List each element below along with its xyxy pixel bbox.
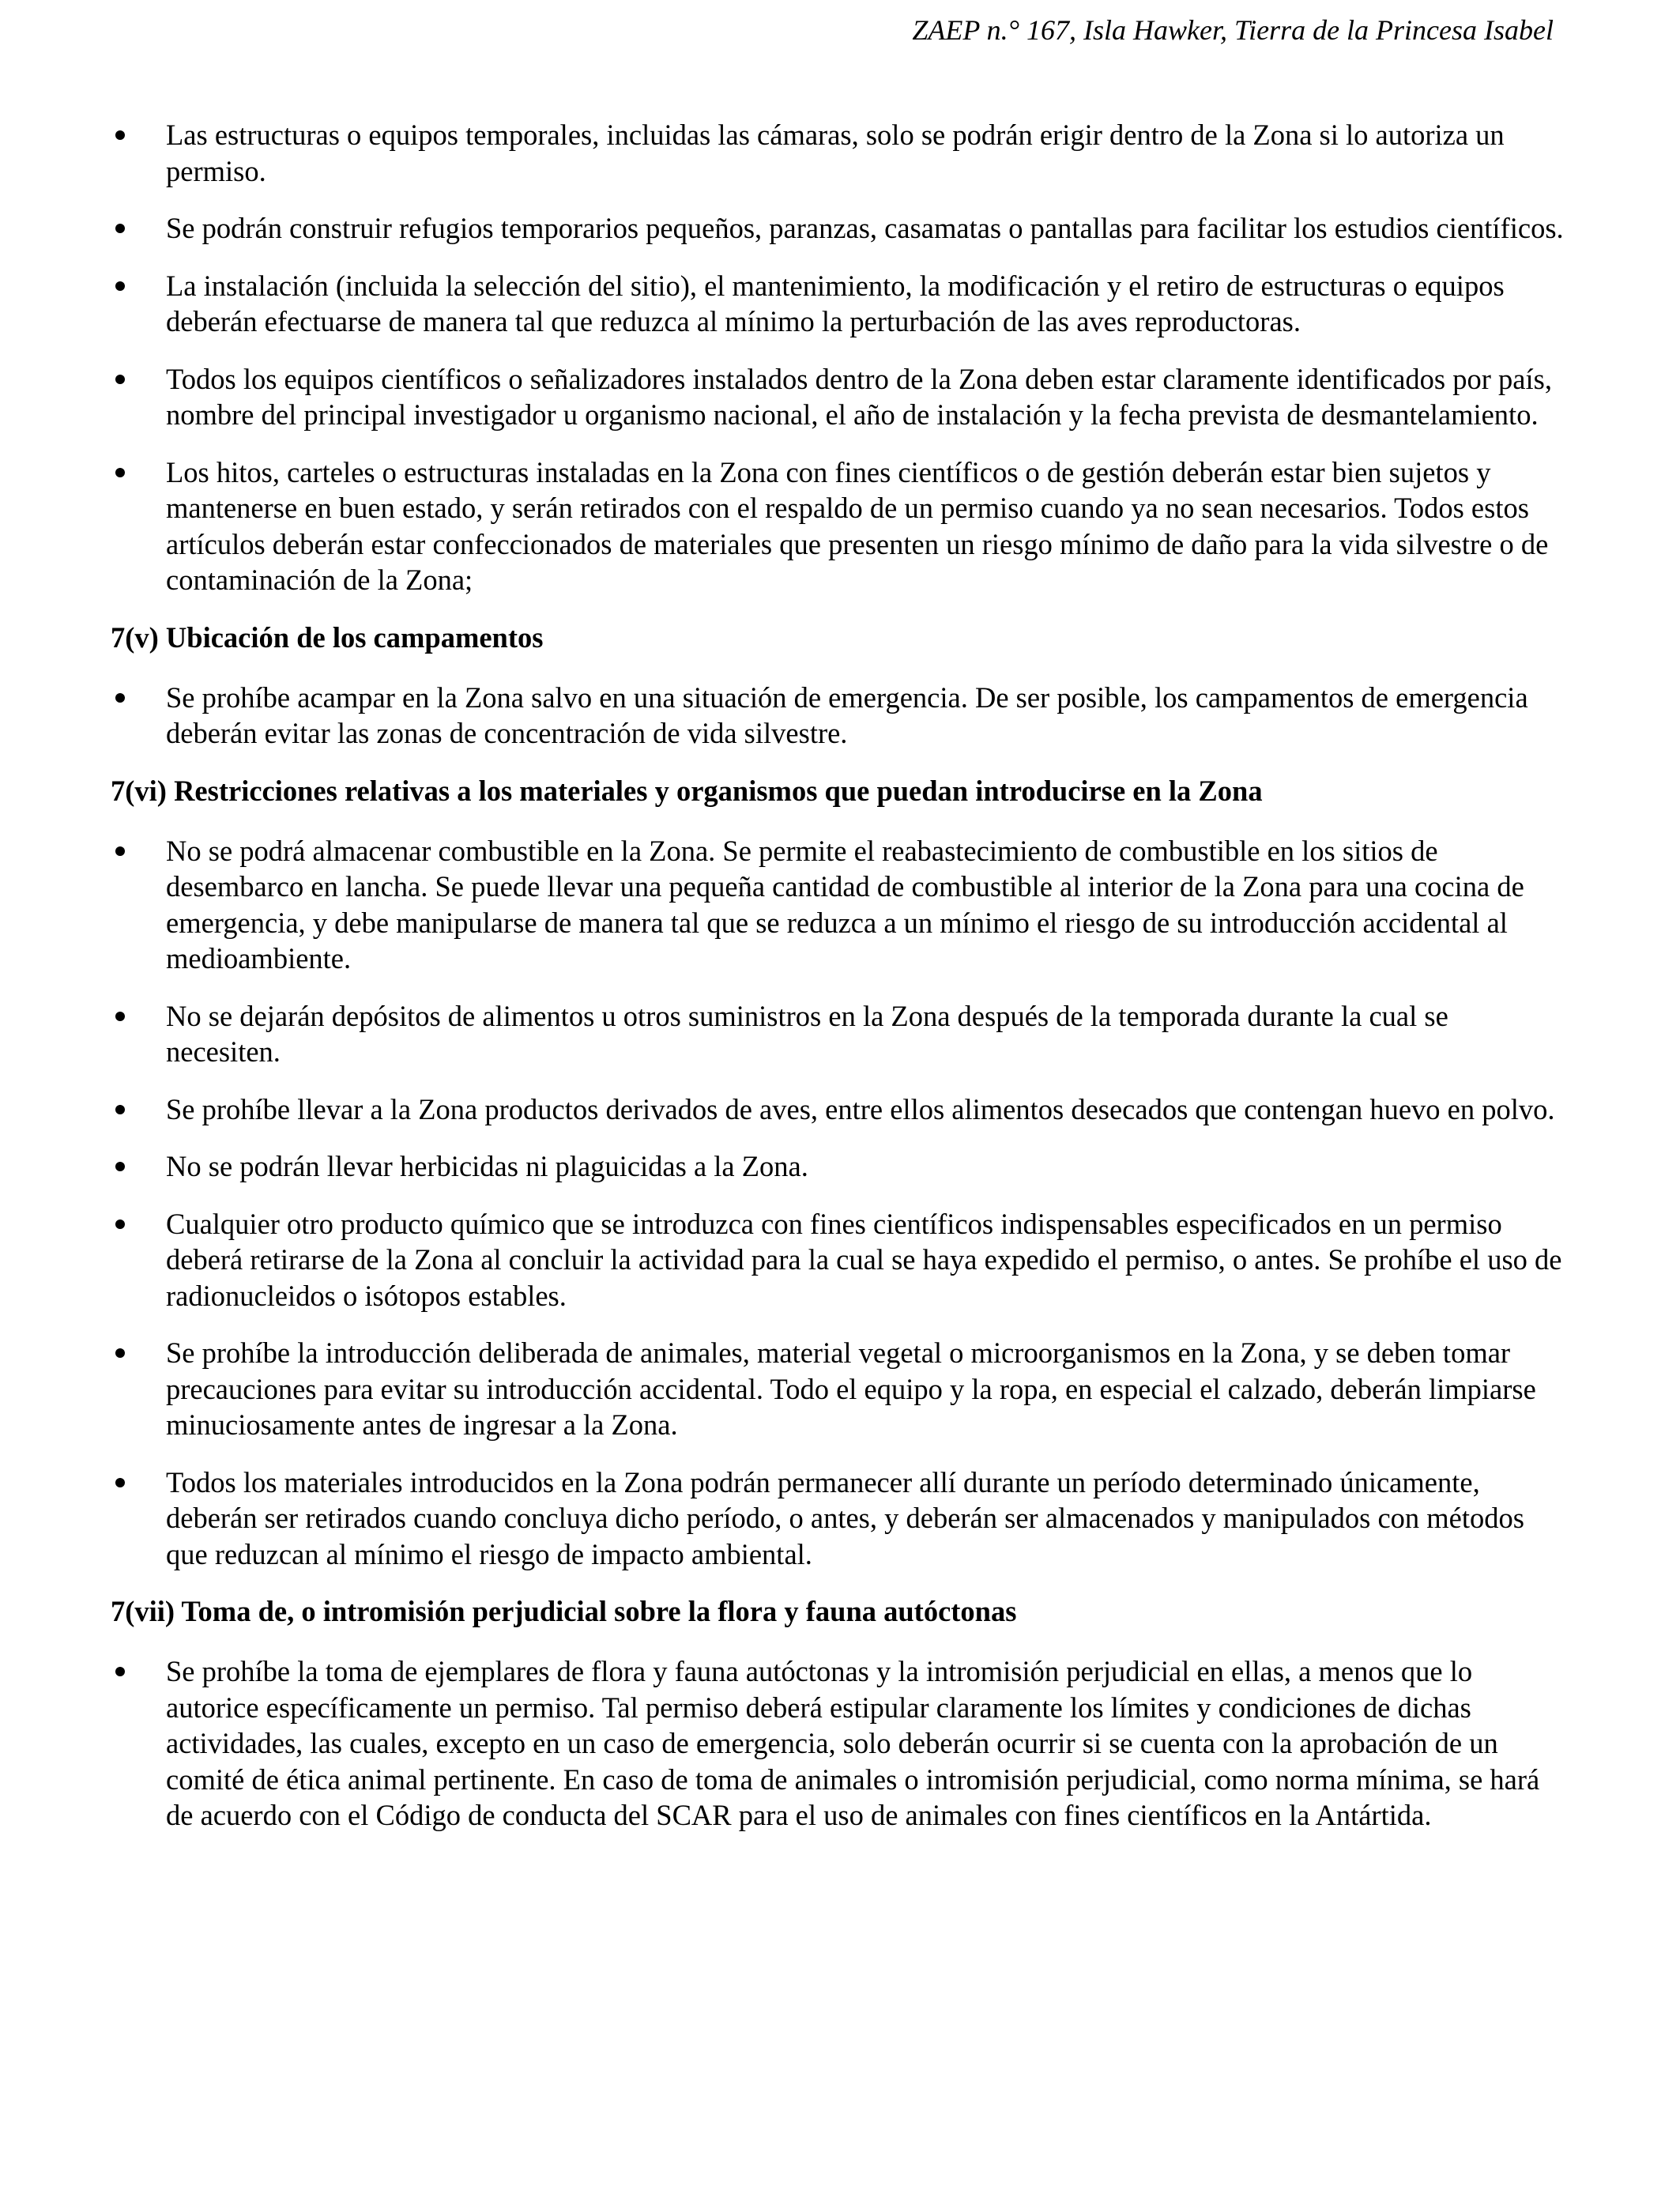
bullet-list [111, 1653, 1565, 1834]
bullet-icon [115, 693, 125, 703]
bullet-icon [115, 1348, 125, 1358]
bullet-icon [115, 375, 125, 384]
list-item-text: No se podrá almacenar combustible en la Zona. Se permite el reabastecimiento de combustible en los sitios de desembarco en lancha. Se puede llevar una pequeña cantidad de combustible al interior de la Zona para una cocina de emergencia, y debe manipularse de manera tal que se reduzca a un mínimo el riesgo de su introducción accidental al medioambiente. [166, 834, 1524, 974]
list-item [111, 210, 1565, 247]
bullet-icon [115, 1105, 125, 1114]
list-item [111, 454, 1565, 598]
list-item-text: Se prohíbe llevar a la Zona productos derivados de aves, entre ellos alimentos desecados que contengan huevo en polvo. [166, 1092, 1555, 1125]
list-item-text: Se prohíbe la introducción deliberada de animales, material vegetal o microorganismos en la Zona, y se deben tomar precauciones para evitar su introducción accidental. Todo el equipo y la ropa, en especial el calzado, deberán limpiarse minuciosamente antes de ingresar a la Zona. [166, 1336, 1536, 1441]
list-item-text: Todos los equipos científicos o señalizadores instalados dentro de la Zona deben estar claramente identificados por país, nombre del principal investigador u organismo nacional, el año de instalación y la fecha prevista de desmantelamiento. [166, 362, 1552, 431]
list-item [111, 268, 1565, 340]
list-item-text: La instalación (incluida la selección del sitio), el mantenimiento, la modificación y el retiro de estructuras o equipos deberán efectuarse de manera tal que reduzca al mínimo la perturbación de las aves reproductoras. [166, 269, 1505, 337]
section-campamentos [111, 620, 1565, 752]
bullet-icon [115, 1667, 125, 1676]
section-materiales [111, 773, 1565, 1573]
list-item [111, 1206, 1565, 1314]
list-item-text: Se prohíbe la toma de ejemplares de flora y fauna autóctonas y la intromisión perjudicial en ellas, a menos que lo autorice específicamente un permiso. Tal permiso deberá estipular claramente los límites y condiciones de dichas actividades, las cuales, excepto en un caso de emergencia, solo deberán ocurrir si se cuenta con la aprobación de un comité de ética animal pertinente. En caso de toma de animales o intromisión perjudicial, como norma mínima, se hará de acuerdo con el Código de conducta del SCAR para el uso de animales con fines científicos en la Antártida. [166, 1655, 1540, 1831]
list-item [111, 833, 1565, 977]
bullet-icon [115, 1220, 125, 1229]
bullet-list [111, 680, 1565, 752]
section-heading: 7(vi) Restricciones relativas a los materiales y organismos que puedan introducirse en la Zona [111, 774, 1263, 807]
bullet-icon [115, 468, 125, 477]
list-item [111, 1148, 1565, 1185]
list-item-text: Todos los materiales introducidos en la Zona podrán permanecer allí durante un período determinado únicamente, deberán ser retirados cuando concluya dicho período, o antes, y deberán ser almacenados y manipulados con métodos que reduzcan al mínimo el riesgo de impacto ambiental. [166, 1465, 1524, 1570]
bullet-list [111, 833, 1565, 1573]
list-item-text: Se prohíbe acampar en la Zona salvo en una situación de emergencia. De ser posible, los campamentos de emergencia deberán evitar las zonas de concentración de vida silvestre. [166, 680, 1528, 749]
list-item [111, 1091, 1565, 1128]
list-item-text: Las estructuras o equipos temporales, incluidas las cámaras, solo se podrán erigir dentro de la Zona si lo autoriza un permiso. [166, 119, 1505, 187]
section-flora-fauna [111, 1593, 1565, 1834]
bullet-icon [115, 1162, 125, 1171]
bullet-icon [115, 1478, 125, 1487]
bullet-list [111, 117, 1565, 598]
bullet-icon [115, 224, 125, 233]
bullet-icon [115, 130, 125, 140]
page-content [111, 117, 1565, 1855]
section-heading: 7(v) Ubicación de los campamentos [111, 620, 544, 654]
list-item [111, 1465, 1565, 1573]
list-item [111, 117, 1565, 189]
bullet-icon [115, 281, 125, 291]
list-item-text: Cualquier otro producto químico que se introduzca con fines científicos indispensables especificados en un permiso deberá retirarse de la Zona al concluir la actividad para la cual se haya expedido el permiso, o antes. Se prohíbe el uso de radionucleidos o isótopos estables. [166, 1207, 1562, 1312]
list-item [111, 680, 1565, 752]
section-heading: 7(vii) Toma de, o intromisión perjudicial sobre la flora y fauna autóctonas [111, 1595, 1017, 1627]
bullet-icon [115, 846, 125, 856]
section-structures [111, 117, 1565, 598]
list-item-text: Los hitos, carteles o estructuras instaladas en la Zona con fines científicos o de gestión deberán estar bien sujetos y mantenerse en buen estado, y serán retirados con el respaldo de un permiso cuando ya no sean necesarios. Todos estos artículos deberán estar confeccionados de materiales que presenten un riesgo mínimo de daño para la vida silvestre o de contaminación de la Zona; [166, 455, 1549, 596]
bullet-icon [115, 1012, 125, 1021]
list-item-text: No se podrán llevar herbicidas ni plaguicidas a la Zona. [166, 1150, 808, 1182]
list-item [111, 1653, 1565, 1834]
list-item-text: No se dejarán depósitos de alimentos u otros suministros en la Zona después de la temporada durante la cual se necesiten. [166, 999, 1448, 1068]
list-item-text: Se podrán construir refugios temporarios pequeños, paranzas, casamatas o pantallas para facilitar los estudios científicos. [166, 212, 1564, 244]
list-item [111, 361, 1565, 433]
running-header: ZAEP n.° 167, Isla Hawker, Tierra de la Princesa Isabel [912, 14, 1554, 46]
list-item [111, 1335, 1565, 1443]
list-item [111, 998, 1565, 1070]
